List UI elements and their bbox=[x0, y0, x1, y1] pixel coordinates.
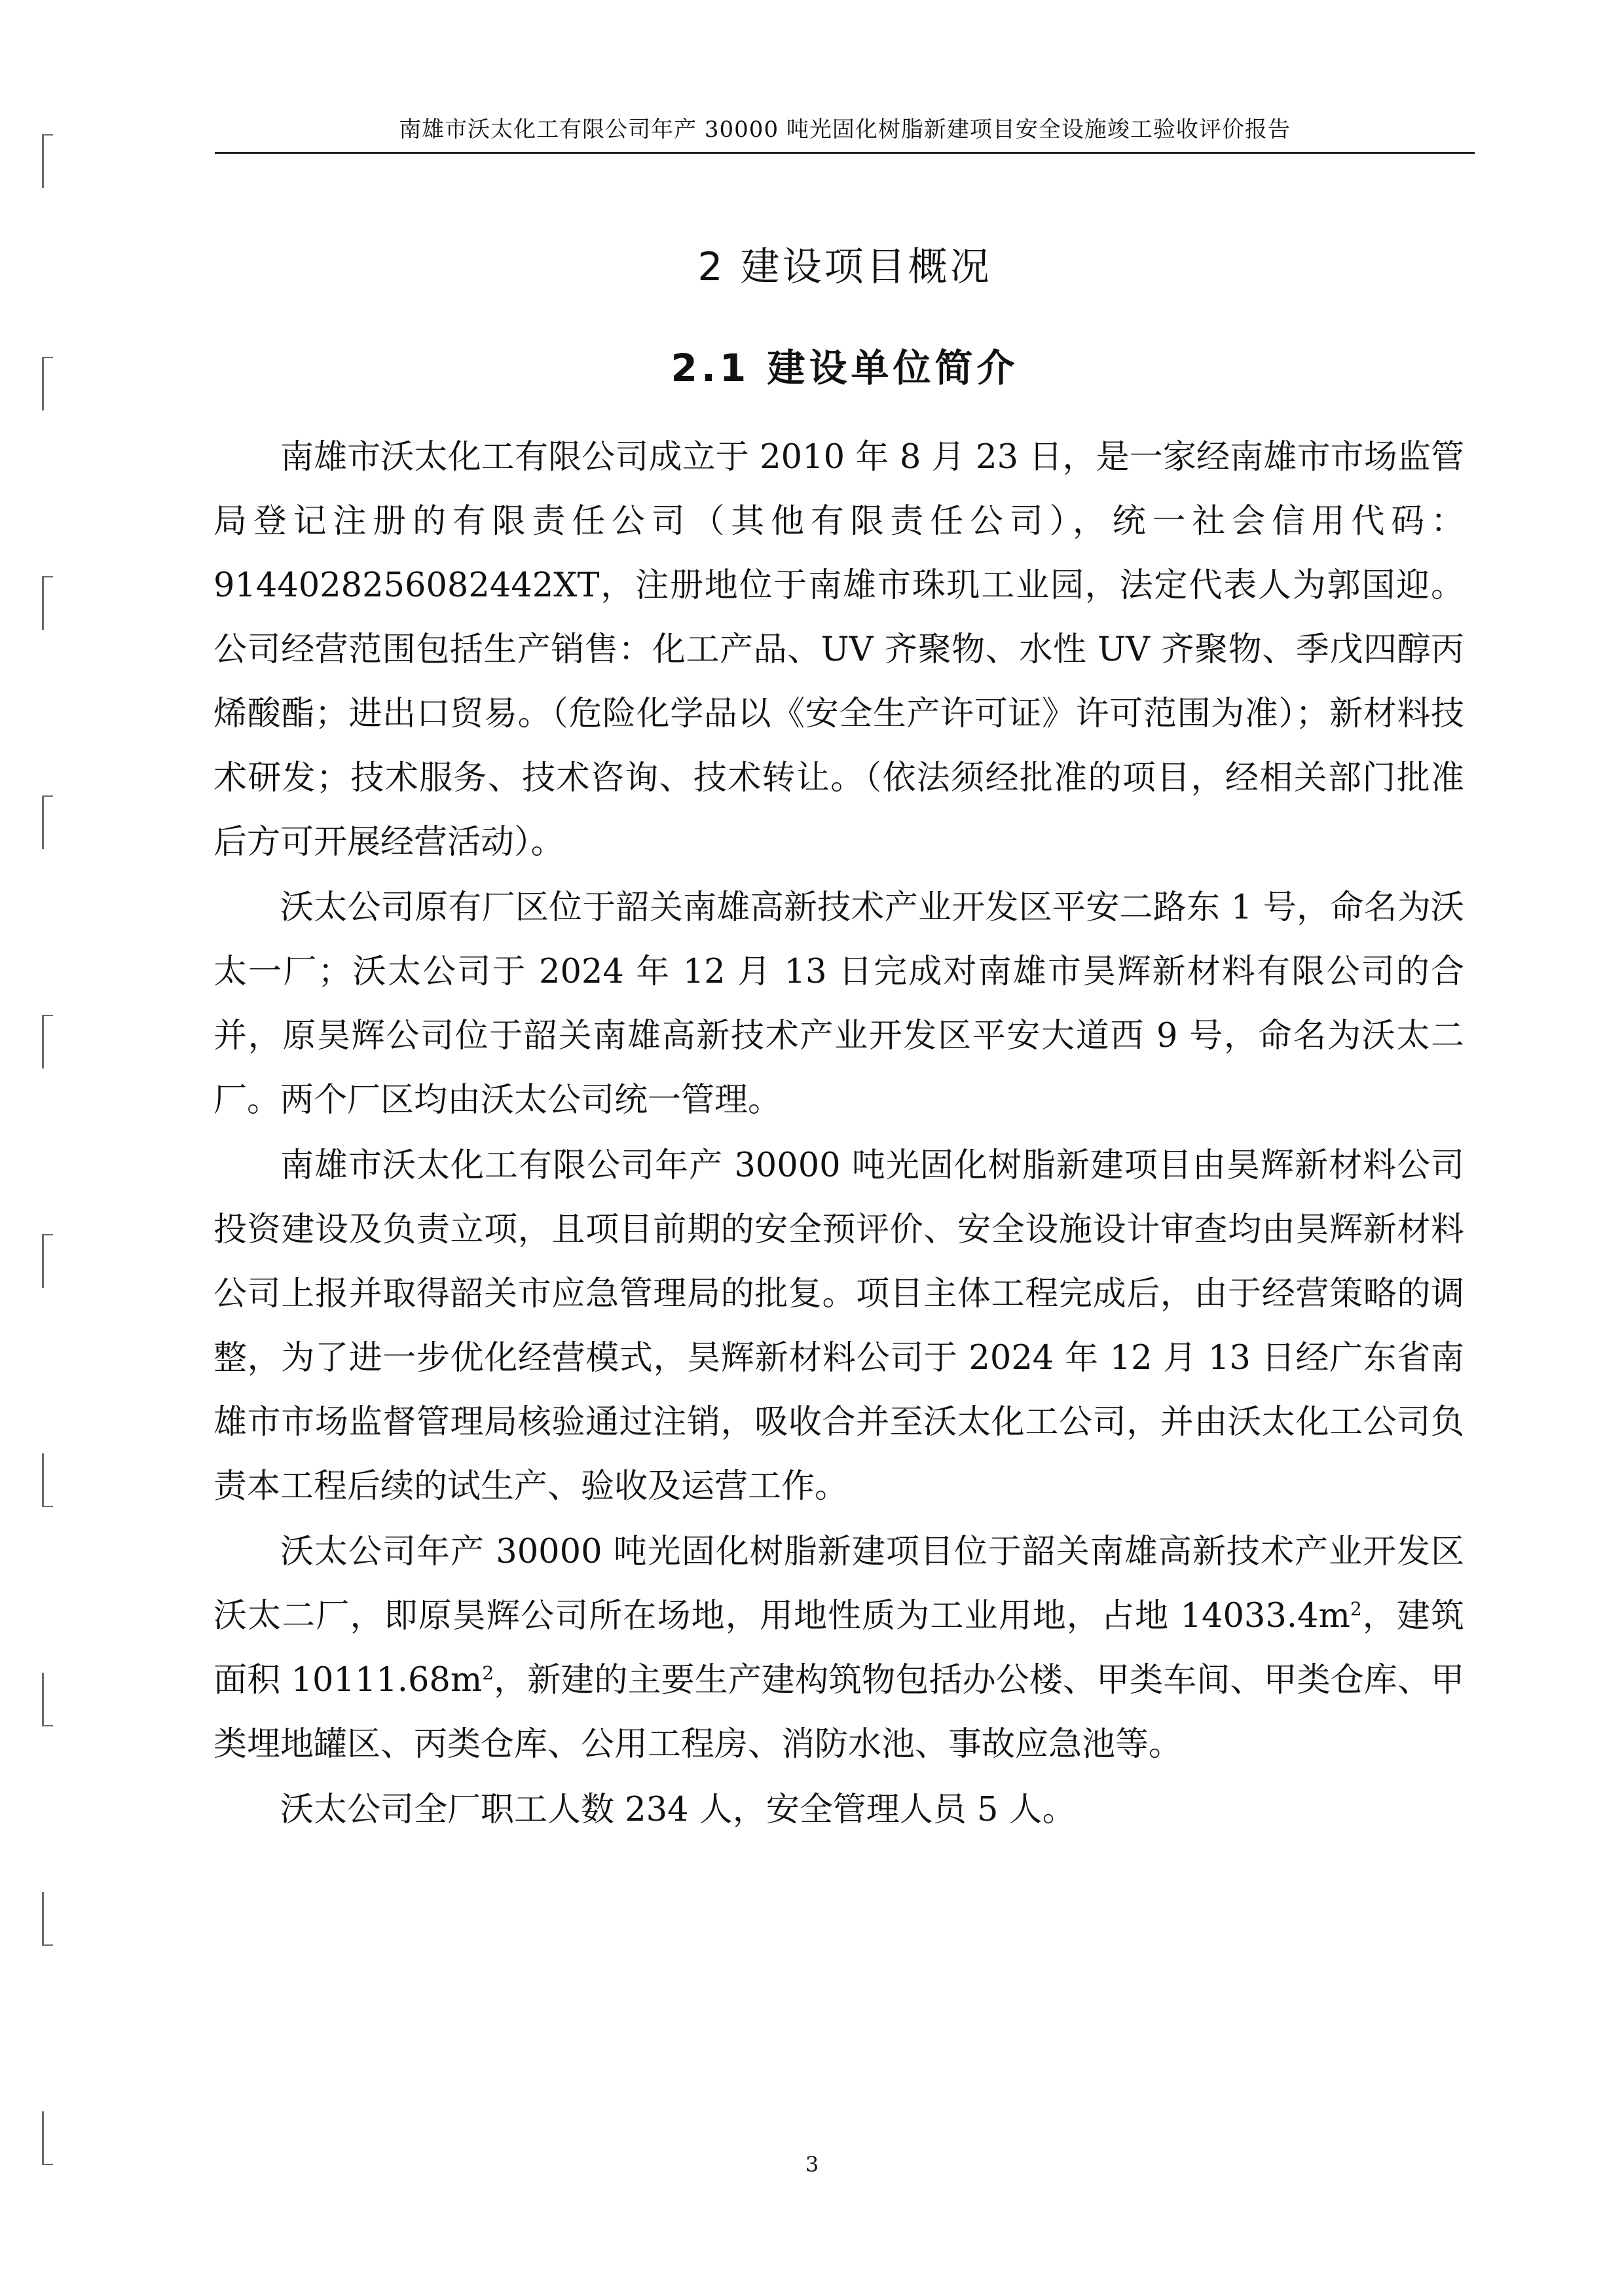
binding-mark bbox=[42, 576, 53, 630]
page-number: 3 bbox=[805, 2152, 819, 2177]
paragraph-staff: 沃太公司全厂职工人数 234 人，安全管理人员 5 人。 bbox=[280, 1791, 1076, 1829]
binding-mark bbox=[42, 795, 53, 849]
paragraph-project-site bbox=[213, 1520, 1464, 1777]
site-text: ，建筑面积 10111.68m bbox=[213, 1597, 1464, 1700]
header-rule bbox=[215, 152, 1475, 154]
site-text: ，新建的主要生产建构筑物包括办公楼、甲类车间、甲类仓库、甲类埋地罐区、丙类仓库、公用工程房、消防水池、事故应急池等。 bbox=[213, 1661, 1464, 1764]
binding-mark bbox=[42, 1453, 53, 1507]
binding-mark bbox=[42, 134, 53, 188]
section-title: 2.1 建设单位简介 bbox=[671, 346, 1019, 390]
site-text: 沃太公司年产 30000 吨光固化树脂新建项目位于韶关南雄高新技术产业开发区沃太二厂，即原昊辉公司所在场地，用地性质为工业用地，占地 14033.4m bbox=[213, 1533, 1464, 1635]
binding-mark bbox=[42, 1015, 53, 1068]
binding-mark bbox=[42, 1234, 53, 1288]
binding-mark bbox=[42, 357, 53, 410]
superscript: 2 bbox=[1350, 1598, 1362, 1620]
binding-mark bbox=[42, 1673, 53, 1726]
binding-mark bbox=[42, 2111, 53, 2165]
body-text bbox=[213, 426, 1464, 1844]
paragraph-plant-sites: 沃太公司原有厂区位于韶关南雄高新技术产业开发区平安二路东 1 号，命名为沃太一厂；沃太公司于 2024 年 12 月 13 日完成对南雄市昊辉新材料有限公司的合并，原昊辉公司位于韶关南雄高新技术产业开发区平安大道西 9 号，命名为沃太二厂。两个厂区均由沃太公司统一管理。 bbox=[213, 888, 1464, 1120]
running-header: 南雄市沃太化工有限公司年产 30000 吨光固化树脂新建项目安全设施竣工验收评价报告 bbox=[399, 117, 1291, 143]
paragraph-project-history: 南雄市沃太化工有限公司年产 30000 吨光固化树脂新建项目由昊辉新材料公司投资建设及负责立项，且项目前期的安全预评价、安全设施设计审查均由昊辉新材料公司上报并取得韶关市应急管理局的批复。项目主体工程完成后，由于经营策略的调整，为了进一步优化经营模式，昊辉新材料公司于 2024 年 12 月 13 日经广东省南雄市市场监督管理局核验通过注销，吸收合并至沃太化工公司，并由沃太化工公司负责本工程后续的试生产、验收及运营工作。 bbox=[213, 1146, 1464, 1506]
chapter-title: 2 建设项目概况 bbox=[697, 244, 992, 290]
paragraph-company-intro: 南雄市沃太化工有限公司成立于 2010 年 8 月 23 日，是一家经南雄市市场监管局登记注册的有限责任公司（其他有限责任公司），统一社会信用代码：9144028256082442XT，注册地位于南雄市珠玑工业园，法定代表人为郭国迎。公司经营范围包括生产销售：化工产品、UV 齐聚物、水性 UV 齐聚物、季戊四醇丙烯酸酯；进出口贸易。（危险化学品以《安全生产许可证》许可范围为准）；新材料技术研发；技术服务、技术咨询、技术转让。（依法须经批准的项目，经相关部门批准后方可开展经营活动）。 bbox=[213, 438, 1464, 862]
binding-mark bbox=[42, 1892, 53, 1946]
superscript: 2 bbox=[482, 1662, 494, 1684]
